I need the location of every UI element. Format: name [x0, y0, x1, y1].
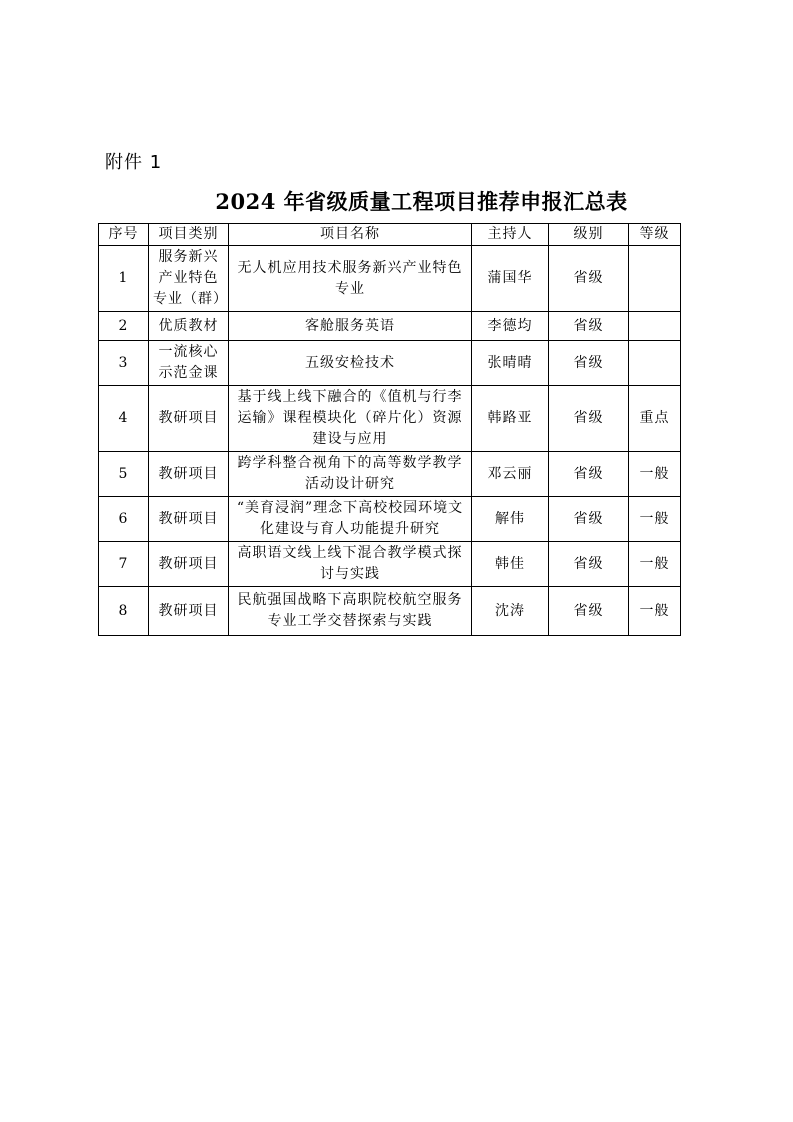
cell-name: “美育浸润”理念下高校校园环境文化建设与育人功能提升研究: [229, 497, 472, 542]
cell-level: 省级: [549, 246, 629, 312]
cell-no: 4: [99, 386, 149, 452]
cell-name: 基于线上线下融合的《值机与行李运输》课程模块化（碎片化）资源建设与应用: [229, 386, 472, 452]
cell-grade: 重点: [629, 386, 681, 452]
cell-level: 省级: [549, 497, 629, 542]
table-header-row: [99, 224, 681, 246]
cell-category: 教研项目: [149, 587, 229, 636]
cell-category: 教研项目: [149, 452, 229, 497]
cell-grade: [629, 312, 681, 341]
table-row: [99, 542, 681, 587]
cell-level: 省级: [549, 542, 629, 587]
header-host: 主持人: [472, 224, 549, 246]
table-row: [99, 497, 681, 542]
cell-host: 李德均: [472, 312, 549, 341]
cell-no: 8: [99, 587, 149, 636]
cell-grade: [629, 246, 681, 312]
table-row: [99, 246, 681, 312]
cell-grade: [629, 341, 681, 386]
cell-name: 民航强国战略下高职院校航空服务专业工学交替探索与实践: [229, 587, 472, 636]
cell-name: 无人机应用技术服务新兴产业特色专业: [229, 246, 472, 312]
cell-host: 邓云丽: [472, 452, 549, 497]
cell-category: 一流核心示范金课: [149, 341, 229, 386]
page-title: 2024 年省级质量工程项目推荐申报汇总表: [215, 189, 628, 214]
cell-level: 省级: [549, 312, 629, 341]
header-no: 序号: [99, 224, 149, 246]
cell-host: 韩佳: [472, 542, 549, 587]
cell-no: 6: [99, 497, 149, 542]
cell-host: 韩路亚: [472, 386, 549, 452]
cell-category: 优质教材: [149, 312, 229, 341]
cell-category: 服务新兴产业特色专业（群）: [149, 246, 229, 312]
attachment-label: 附件 1: [105, 152, 163, 173]
cell-host: 沈涛: [472, 587, 549, 636]
table-row: [99, 386, 681, 452]
summary-table: [98, 223, 681, 636]
cell-no: 5: [99, 452, 149, 497]
cell-no: 7: [99, 542, 149, 587]
table-row: [99, 587, 681, 636]
cell-level: 省级: [549, 452, 629, 497]
cell-name: 高职语文线上线下混合教学模式探讨与实践: [229, 542, 472, 587]
cell-host: 蒲国华: [472, 246, 549, 312]
header-name: 项目名称: [229, 224, 472, 246]
cell-category: 教研项目: [149, 542, 229, 587]
cell-host: 张晴晴: [472, 341, 549, 386]
table-row: [99, 452, 681, 497]
cell-no: 1: [99, 246, 149, 312]
cell-grade: 一般: [629, 542, 681, 587]
cell-grade: 一般: [629, 587, 681, 636]
header-grade: 等级: [629, 224, 681, 246]
cell-no: 2: [99, 312, 149, 341]
cell-category: 教研项目: [149, 386, 229, 452]
cell-category: 教研项目: [149, 497, 229, 542]
cell-grade: 一般: [629, 497, 681, 542]
cell-name: 客舱服务英语: [229, 312, 472, 341]
cell-host: 解伟: [472, 497, 549, 542]
cell-level: 省级: [549, 587, 629, 636]
cell-grade: 一般: [629, 452, 681, 497]
header-level: 级别: [549, 224, 629, 246]
cell-name: 跨学科整合视角下的高等数学教学活动设计研究: [229, 452, 472, 497]
cell-name: 五级安检技术: [229, 341, 472, 386]
cell-level: 省级: [549, 386, 629, 452]
header-category: 项目类别: [149, 224, 229, 246]
cell-no: 3: [99, 341, 149, 386]
cell-level: 省级: [549, 341, 629, 386]
table-row: [99, 312, 681, 341]
table-row: [99, 341, 681, 386]
